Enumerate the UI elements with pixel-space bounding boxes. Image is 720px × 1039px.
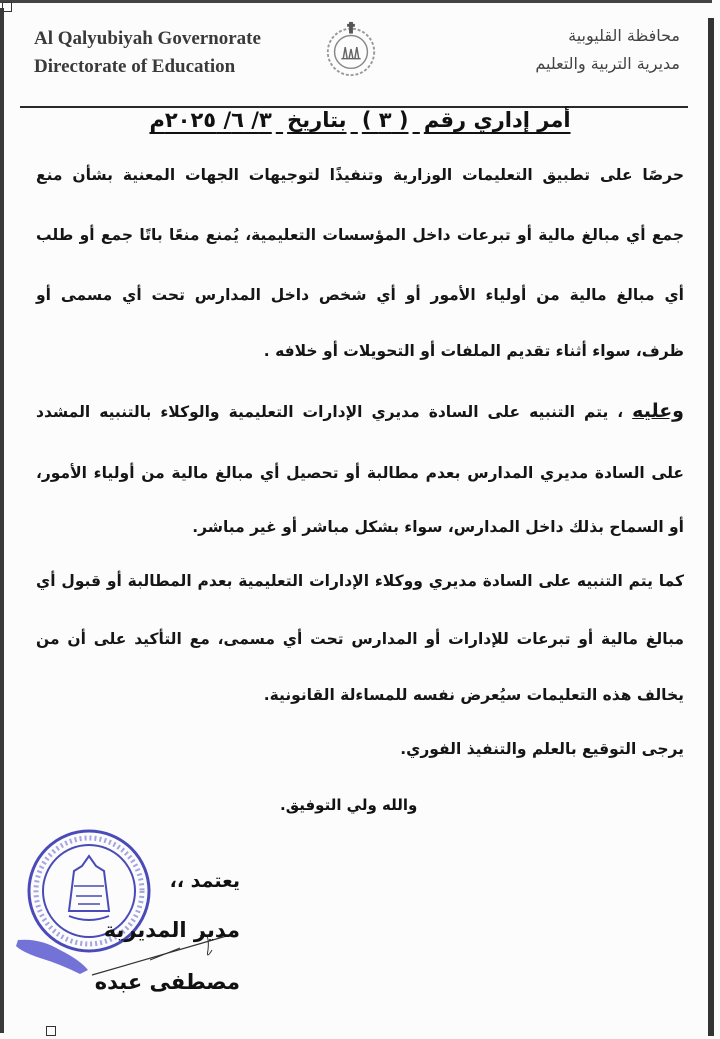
header-en-directorate: Directorate of Education xyxy=(34,56,236,77)
date-label: بتاريخ xyxy=(287,108,347,132)
header-ar-governorate: محافظة القليوبية xyxy=(568,26,680,45)
header-arabic xyxy=(420,22,680,78)
page-border-right xyxy=(708,18,714,1036)
body-line: على السادة مديري المدارس بعدم مطالبة أو تحصيل أي مبالغ مالية من أولياء الأمور، xyxy=(36,464,684,482)
body-line: يخالف هذه التعليمات سيُعرض نفسه للمساءلة القانونية. xyxy=(263,686,684,704)
closing-line: والله ولي التوفيق. xyxy=(280,796,418,814)
para2-lead-word: وعليه xyxy=(632,400,684,422)
header-ar-directorate: مديرية التربية والتعليم xyxy=(535,54,680,73)
body-line: ظرف، سواء أثناء تقديم الملفات أو التحويلات أو خلافه . xyxy=(263,342,684,360)
stamp-ink-smudge xyxy=(10,930,100,980)
body-line: مبالغ مالية أو تبرعات للإدارات أو المدارس تحت أي مسمى، مع التأكيد على أن من xyxy=(36,630,684,648)
body-line: أي مبالغ مالية من أولياء الأمور أو أي شخص داخل المدارس تحت أي مسمى أو xyxy=(36,286,684,304)
page-border-left xyxy=(0,8,4,1033)
body-line xyxy=(36,400,684,422)
corner-mark xyxy=(46,1026,56,1036)
body-line: كما يتم التنبيه على السادة مديري ووكلاء الإدارات التعليمية بعدم المطالبة أو قبول أي xyxy=(36,572,684,590)
signatory-name: مصطفى عبده xyxy=(94,970,240,994)
para2-line-text: ، يتم التنبيه على السادة مديري الإدارات التعليمية والوكلاء بالتنبيه المشدد xyxy=(36,403,624,421)
approval-label: يعتمد ،، xyxy=(169,870,240,892)
page-border-top xyxy=(0,0,712,3)
header-en-governorate: Al Qalyubiyah Governorate xyxy=(34,28,261,49)
title-prefix: أمر إداري رقم xyxy=(423,108,571,132)
order-date: ٣/ ٦/ ٢٠٢٥م xyxy=(149,108,272,132)
signatory-role: مدير المديرية xyxy=(103,918,240,942)
corner-mark xyxy=(2,2,12,12)
instruction-line: يرجى التوقيع بالعلم والتنفيذ الفوري. xyxy=(400,740,684,758)
governorate-emblem-icon xyxy=(322,20,380,78)
body-line: جمع أي مبالغ مالية أو تبرعات داخل المؤسسات التعليمية، يُمنع منعًا باتًا جمع أو طلب xyxy=(36,226,684,244)
header-english xyxy=(34,25,261,81)
body-line: حرصًا على تطبيق التعليمات الوزارية وتنفيذًا لتوجيهات الجهات المعنية بشأن منع xyxy=(36,166,684,184)
order-title xyxy=(0,108,720,132)
order-number: ( ٣ ) xyxy=(361,108,409,132)
body-line: أو السماح بذلك داخل المدارس، سواء بشكل مباشر أو غير مباشر. xyxy=(192,518,684,536)
